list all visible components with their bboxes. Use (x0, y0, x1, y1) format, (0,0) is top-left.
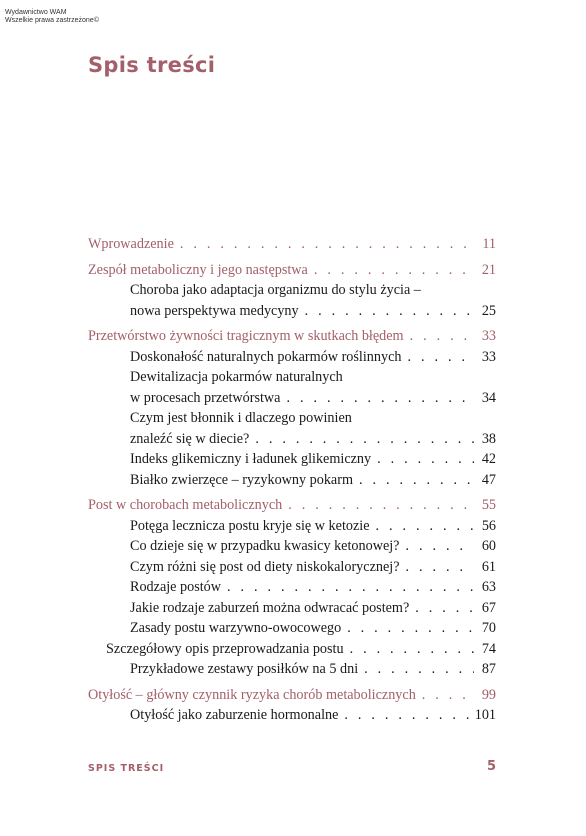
toc-section[interactable] (88, 328, 496, 349)
toc-subsection[interactable] (88, 661, 496, 682)
toc-page-number: 99 (481, 686, 496, 703)
publisher-note (5, 9, 99, 25)
toc-page-number: 34 (481, 389, 496, 406)
toc-entry-title: Czym różni się post od diety niskokalorycznej? (130, 558, 400, 575)
toc-leader-dots (364, 661, 474, 678)
toc-leader-dots (286, 390, 474, 407)
toc-entry-title: Przykładowe zestawy posiłków na 5 dni (130, 661, 359, 677)
toc-page-number: 47 (481, 471, 496, 488)
toc-section[interactable] (88, 236, 496, 257)
toc-entry-title: Zasady postu warzywno-owocowego (130, 620, 342, 636)
running-footer-label: SPIS TREŚCI (88, 763, 165, 774)
toc-entry-title: Otyłość jako zaburzenie hormonalne (130, 707, 339, 723)
toc-leader-dots (305, 303, 474, 320)
toc-leader-dots (350, 641, 474, 658)
toc-leader-dots (410, 328, 474, 345)
toc-page-number: 67 (481, 599, 496, 616)
toc-leader-dots (314, 262, 474, 279)
toc-section[interactable] (88, 262, 496, 283)
toc-entry-title: w procesach przetwórstwa (130, 389, 281, 406)
table-of-contents (88, 236, 496, 728)
toc-subsection[interactable] (88, 707, 496, 728)
toc-entry-title: Indeks glikemiczny i ładunek glikemiczny (130, 451, 372, 467)
toc-entry-title: Czym jest błonnik i dlaczego powinien (130, 410, 352, 426)
toc-entry-title: Otyłość – główny czynnik ryzyka chorób metabolicznych (88, 686, 416, 703)
toc-subsection[interactable] (88, 538, 496, 559)
toc-entry-title: Jakie rodzaje zaburzeń można odwracać postem? (130, 599, 410, 616)
toc-page-number: 87 (481, 661, 496, 677)
toc-page-number: 70 (481, 620, 496, 636)
toc-page-number: 33 (481, 348, 496, 365)
toc-page-number: 101 (474, 707, 496, 723)
toc-leader-dots (377, 451, 474, 468)
toc-subsection[interactable] (88, 431, 496, 452)
toc-leader-dots (406, 559, 474, 576)
toc-page-number: 63 (481, 579, 496, 595)
toc-leader-dots (347, 620, 474, 637)
toc-page-number: 61 (481, 558, 496, 575)
toc-entry-title: nowa perspektywa medycyny (130, 302, 299, 319)
toc-subsection[interactable] (88, 600, 496, 621)
toc-entry-title: Białko zwierzęce – ryzykowny pokarm (130, 471, 353, 488)
page-title: Spis treści (88, 53, 216, 77)
toc-entry-title: Co dzieje się w przypadku kwasicy ketonowej? (130, 538, 400, 554)
toc-leader-dots (180, 236, 474, 253)
toc-entry-title: Szczegółowy opis przeprowadzania postu (106, 640, 344, 657)
toc-subsection[interactable] (88, 349, 496, 370)
toc-leader-dots (415, 600, 474, 617)
toc-leader-dots (227, 579, 474, 596)
toc-subsection[interactable] (88, 620, 496, 641)
toc-section[interactable] (88, 497, 496, 518)
toc-page-number: 55 (481, 497, 496, 513)
toc-page-number: 21 (481, 261, 496, 278)
toc-subsection[interactable] (88, 451, 496, 472)
toc-leader-dots (255, 431, 474, 448)
toc-entry-title: Zespół metaboliczny i jego następstwa (88, 261, 308, 278)
copyright-note: Wszelkie prawa zastrzeżone© (5, 17, 99, 24)
toc-entry-title: Przetwórstwo żywności tragicznym w skutkach błędem (88, 328, 404, 344)
toc-page-number: 11 (482, 236, 496, 252)
toc-subsection[interactable] (88, 472, 496, 493)
toc-subsection[interactable] (88, 579, 496, 600)
toc-leader-dots (288, 497, 474, 514)
toc-subsection[interactable] (88, 410, 496, 431)
toc-subsection[interactable] (88, 559, 496, 580)
toc-subsection[interactable] (88, 369, 496, 390)
toc-page-number: 38 (481, 430, 496, 447)
toc-leader-dots (405, 538, 474, 555)
toc-page-number: 33 (481, 328, 496, 344)
toc-entry-title: Choroba jako adaptacja organizmu do stylu życia – (130, 282, 421, 298)
toc-entry-title: Potęga lecznicza postu kryje się w ketozie (130, 517, 370, 534)
toc-leader-dots (422, 687, 474, 704)
toc-leader-dots (359, 472, 474, 489)
toc-subsection[interactable] (88, 282, 496, 303)
toc-entry-title: Post w chorobach metabolicznych (88, 497, 283, 513)
page-number: 5 (487, 759, 497, 774)
toc-leader-dots (407, 349, 474, 366)
toc-entry-title: Dewitalizacja pokarmów naturalnych (130, 369, 343, 385)
toc-entry-title: Rodzaje postów (130, 579, 222, 595)
toc-page-number: 60 (481, 538, 496, 554)
toc-entry-title: znaleźć się w diecie? (130, 430, 250, 447)
toc-entry-title: Doskonałość naturalnych pokarmów roślinnych (130, 348, 402, 365)
toc-page-number: 42 (481, 451, 496, 467)
toc-entry-title: Wprowadzenie (88, 236, 174, 252)
toc-section[interactable] (88, 687, 496, 708)
toc-subsection[interactable] (88, 641, 496, 662)
toc-subsection[interactable] (88, 518, 496, 539)
toc-subsection[interactable] (88, 303, 496, 324)
toc-page-number: 56 (481, 517, 496, 534)
toc-leader-dots (344, 707, 468, 724)
toc-leader-dots (376, 518, 474, 535)
publisher-name: Wydawnictwo WAM (5, 9, 67, 16)
toc-page-number: 25 (481, 302, 496, 319)
toc-page-number: 74 (481, 640, 496, 657)
toc-subsection[interactable] (88, 390, 496, 411)
